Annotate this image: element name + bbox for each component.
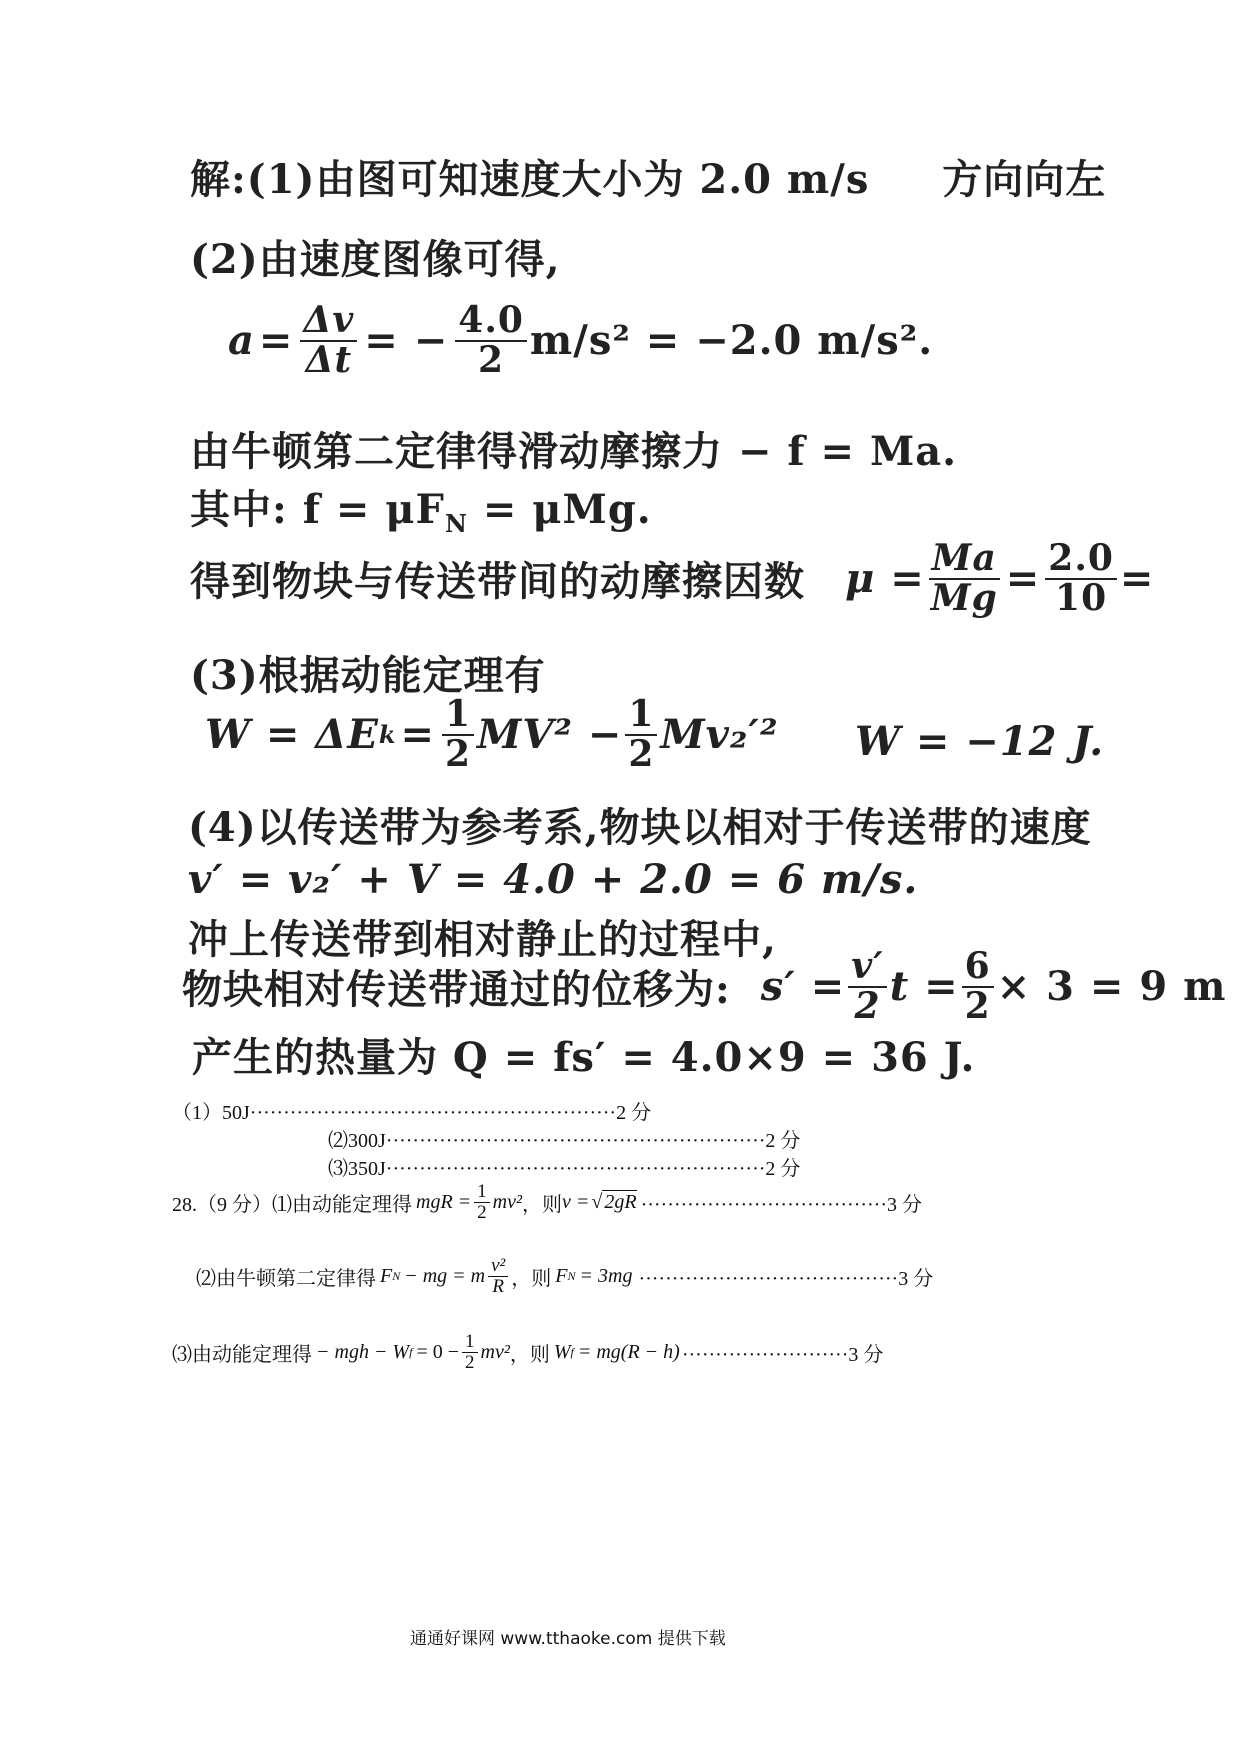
fraction-denominator: Δt bbox=[305, 338, 353, 381]
kinetic-energy-theorem-text: (3)根据动能定理有 bbox=[190, 652, 546, 699]
q28-part-3-lhs: − mgh − W bbox=[316, 1340, 410, 1363]
work-lhs: W = ΔE bbox=[205, 711, 379, 759]
kinetic-subscript: k bbox=[378, 720, 397, 750]
friction-subscript: f bbox=[409, 1344, 413, 1359]
equation-operator: = bbox=[1119, 555, 1155, 603]
q28-part-3-score: ·························3 分 bbox=[681, 1343, 884, 1366]
sqrt-sign: √ bbox=[591, 1190, 603, 1213]
q28-normal-force: F bbox=[380, 1264, 393, 1287]
equation-operator: = − bbox=[364, 317, 449, 365]
q28-part-1-lhs: mgR = bbox=[416, 1190, 472, 1213]
q28-part-1-score: ·····································3 分 bbox=[640, 1193, 922, 1216]
numeric-fraction bbox=[455, 299, 527, 381]
solution-line-1-prefix: 解:(1)由图可知速度大小为 2.0 m/s bbox=[190, 156, 870, 203]
solution-line-2-text: (2)由速度图像可得, bbox=[190, 236, 561, 283]
relative-velocity: v′ = v₂′ + V = 4.0 + 2.0 = 6 m/s. bbox=[188, 856, 919, 903]
one-half-fraction bbox=[474, 1182, 490, 1223]
acceleration-symbol: a bbox=[228, 317, 255, 365]
time-symbol: t = bbox=[889, 963, 959, 1011]
answer-2-text: ⑵300J·························································2 分 bbox=[328, 1130, 801, 1152]
q28-part-3-mid: = 0 − bbox=[416, 1340, 460, 1363]
solution-line-7 bbox=[190, 644, 546, 701]
footer bbox=[410, 1624, 726, 1649]
q28-then: ，则 bbox=[521, 1193, 562, 1216]
answer-3-text: ⑶350J·························································2 分 bbox=[328, 1158, 801, 1180]
fraction-numerator: Ma bbox=[929, 540, 1000, 580]
fraction-denominator: 2 bbox=[964, 984, 991, 1027]
solution-line-10 bbox=[188, 856, 918, 903]
displacement-text: 物块相对传送带通过的位移为: bbox=[182, 966, 731, 1014]
fraction-numerator: v′ bbox=[848, 948, 886, 988]
displacement-symbol: s′ = bbox=[760, 963, 846, 1011]
reference-frame-text: (4)以传送带为参考系,物块以相对于传送带的速度 bbox=[188, 804, 1092, 851]
solution-line-5 bbox=[190, 478, 652, 538]
delta-v-over-delta-t bbox=[300, 299, 357, 381]
q28-part-3 bbox=[172, 1332, 883, 1373]
friction-formula-end: = μMg. bbox=[467, 486, 652, 533]
fraction-denominator: Mg bbox=[930, 576, 998, 619]
fraction-numerator: 1 bbox=[474, 1182, 490, 1203]
v-squared-over-r bbox=[488, 1256, 508, 1297]
q28-part-2-result: = 3mg bbox=[579, 1264, 633, 1287]
solution-line-1 bbox=[190, 148, 1106, 205]
work-term-1: MV² − bbox=[477, 711, 623, 759]
acceleration-result: m/s² = −2.0 m/s². bbox=[529, 317, 934, 365]
newton-second-law-text: 由牛顿第二定律得滑动摩擦力 − f = Ma. bbox=[190, 428, 958, 475]
q28-part-2-mid: − mg = m bbox=[404, 1264, 486, 1287]
work-term-2: Mv₂′² bbox=[660, 711, 779, 759]
q28-part-1 bbox=[172, 1182, 922, 1223]
q28-normal-force: F bbox=[555, 1264, 568, 1287]
normal-subscript: N bbox=[567, 1268, 576, 1283]
work-result-value: W = −12 J. bbox=[855, 718, 1105, 765]
footer-text: 通通好课网 www.tthaoke.com 提供下载 bbox=[410, 1629, 726, 1649]
fraction-numerator: 1 bbox=[462, 1332, 478, 1353]
six-over-two bbox=[962, 945, 994, 1027]
solution-line-13 bbox=[192, 1026, 975, 1083]
friction-subscript: f bbox=[570, 1344, 574, 1359]
q28-then: ，则 bbox=[509, 1343, 550, 1366]
fraction-numerator: v² bbox=[488, 1256, 508, 1277]
heat-result: 产生的热量为 Q = fs′ = 4.0×9 = 36 J. bbox=[192, 1034, 976, 1081]
numeric-fraction bbox=[1045, 537, 1117, 619]
fraction-denominator: 10 bbox=[1055, 576, 1108, 619]
one-half-fraction bbox=[442, 693, 474, 775]
friction-coefficient-text: 得到物块与传送带间的动摩擦因数 bbox=[190, 558, 805, 606]
fraction-denominator: 2 bbox=[477, 1201, 487, 1223]
q28-part-3-rhs: mv² bbox=[480, 1340, 510, 1363]
one-half-fraction bbox=[625, 693, 657, 775]
normal-subscript: N bbox=[392, 1268, 401, 1283]
process-text: 冲上传送带到相对静止的过程中, bbox=[188, 916, 777, 963]
fraction-denominator: R bbox=[492, 1275, 504, 1297]
q28-part-1-prefix: 28.（9 分）⑴由动能定理得 bbox=[172, 1193, 412, 1216]
solution-line-9 bbox=[188, 796, 1092, 853]
v-prime-over-two bbox=[848, 945, 886, 1027]
fraction-numerator: Δv bbox=[300, 302, 357, 342]
fraction-denominator: 2 bbox=[628, 732, 655, 775]
friction-formula: 其中: f = μF bbox=[190, 486, 445, 533]
fraction-denominator: 2 bbox=[478, 338, 505, 381]
fraction-numerator: 6 bbox=[962, 948, 994, 988]
work-equation: W = ΔE k = $\frac{1}{2}$ MV² − $\frac{1}{2}$ Mv₂′² bbox=[205, 693, 779, 775]
q28-part-2 bbox=[196, 1256, 933, 1297]
q28-part-1-rhs: mv² bbox=[492, 1190, 522, 1213]
mu-symbol: μ = bbox=[845, 555, 925, 603]
normal-force-subscript: N bbox=[444, 509, 468, 538]
solution-line-4 bbox=[190, 420, 957, 477]
solution-line-12 bbox=[182, 945, 1227, 1027]
answer-1-text: （1）50J·······················································2 分 bbox=[172, 1102, 652, 1124]
ma-over-mg bbox=[928, 537, 1001, 619]
one-half-fraction bbox=[462, 1332, 478, 1373]
solution-line-6: 得到物块与传送带间的动摩擦因数 μ = $\frac{Ma}{Mg}$ = $\frac{2.0}{10}$ = bbox=[190, 537, 1155, 619]
fraction-numerator: 2.0 bbox=[1045, 540, 1117, 580]
work-result bbox=[855, 718, 1104, 765]
fraction-numerator: 4.0 bbox=[455, 302, 527, 342]
q28-part-2-prefix: ⑵由牛顿第二定律得 bbox=[196, 1267, 376, 1290]
q28-part-3-prefix: ⑶由动能定理得 bbox=[172, 1343, 312, 1366]
q28-part-2-score: ·······································3 分 bbox=[638, 1267, 934, 1290]
fraction-denominator: 2 bbox=[444, 732, 472, 775]
q28-part-3-result: = mg(R − h) bbox=[577, 1340, 680, 1363]
answer-3 bbox=[328, 1152, 800, 1181]
fraction-denominator: 2 bbox=[854, 984, 881, 1027]
q28-velocity-symbol: v = bbox=[561, 1190, 590, 1213]
fraction-numerator: 1 bbox=[442, 696, 474, 736]
displacement-result: × 3 = 9 m bbox=[996, 963, 1227, 1011]
answer-1 bbox=[172, 1096, 651, 1125]
q28-then: ，则 bbox=[511, 1267, 552, 1290]
solution-line-1-direction: 方向向左 bbox=[942, 156, 1107, 203]
sqrt-content: 2gR bbox=[604, 1191, 637, 1214]
answer-2 bbox=[328, 1124, 800, 1153]
fraction-numerator: 1 bbox=[625, 696, 657, 736]
acceleration-equation: a = $\frac{\Delta v}{\Delta t}$ = − $\frac{4.0}{2}$ m/s² = −2.0 m/s². bbox=[228, 299, 934, 381]
fraction-denominator: 2 bbox=[465, 1351, 475, 1373]
q28-friction-work: W bbox=[553, 1340, 571, 1363]
solution-line-2 bbox=[190, 228, 561, 285]
